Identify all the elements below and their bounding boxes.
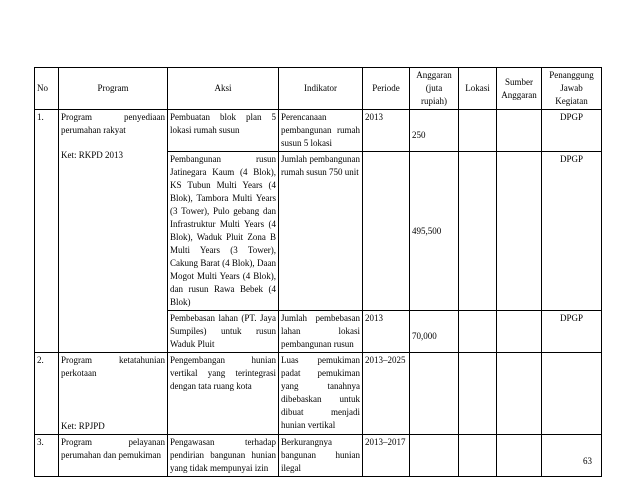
row2-program-ket: Ket: RPJPD	[61, 421, 105, 431]
row2-aksi: Pengembangan hunian vertikal yang terintegrasi dengan tata ruang kota	[168, 353, 279, 435]
header-anggaran-line2: (juta	[425, 83, 443, 93]
row1-action1-anggaran: 250	[410, 110, 459, 152]
header-penanggung-jawab	[542, 68, 602, 110]
row1-action1-penanggung: DPGP	[542, 110, 602, 152]
row1-action3-penanggung: DPGP	[542, 311, 602, 353]
header-penanggung-line1: Penanggung	[549, 70, 594, 80]
row1-action3-periode: 2013	[363, 311, 410, 353]
row1-action2-indikator: Jumlah pembangunan rumah susun 750 unit	[279, 152, 363, 311]
header-sumber-anggaran	[497, 68, 542, 110]
row2-periode: 2013–2025	[363, 353, 410, 435]
header-penanggung-line3: Kegiatan	[555, 96, 588, 106]
row1-action2-sumber	[497, 152, 542, 311]
row2-penanggung	[542, 353, 602, 435]
row2-program	[59, 353, 168, 435]
row1-action2-penanggung: DPGP	[542, 152, 602, 311]
row1-action2-lokasi	[459, 152, 497, 311]
row1-action1-indikator: Perencanaan pembangunan rumah susun 5 lokasi	[279, 110, 363, 152]
header-sumber-line2: Anggaran	[501, 89, 537, 100]
row1-action1-sumber	[497, 110, 542, 152]
row1-program	[59, 110, 168, 353]
row1-action3-sumber	[497, 311, 542, 353]
row1-no: 1.	[35, 110, 59, 353]
row3-aksi: Pengawasan terhadap pendirian bangunan hunian yang tidak mempunyai izin	[168, 435, 279, 477]
row1-action1-aksi: Pembuatan blok plan 5 lokasi rumah susun	[168, 110, 279, 152]
header-anggaran	[410, 68, 459, 110]
row1-action1-periode: 2013	[363, 110, 410, 152]
row3-anggaran	[410, 435, 459, 477]
row1-action3-anggaran: 70,000	[410, 311, 459, 353]
row2-indikator: Luas pemukiman padat pemukiman yang tanahnya dibebaskan untuk dibuat menjadi hunian vertikal	[279, 353, 363, 435]
row2-anggaran	[410, 353, 459, 435]
row1-action3-aksi: Pembebasan lahan (PT. Jaya Sumpiles) untuk rusun Waduk Pluit	[168, 311, 279, 353]
header-anggaran-line3: rupiah)	[421, 96, 447, 106]
header-penanggung-line2: Jawab	[560, 83, 583, 93]
row3-program: Program pelayanan perumahan dan pemukiman	[59, 435, 168, 477]
row2-sumber	[497, 353, 542, 435]
program-table	[34, 67, 602, 477]
header-no: No	[35, 68, 59, 110]
row2-program-name: Program ketatahunian perkotaan	[61, 355, 165, 378]
header-indikator: Indikator	[279, 68, 363, 110]
table-row	[35, 353, 602, 435]
row1-action2-periode	[363, 152, 410, 311]
row3-sumber	[497, 435, 542, 477]
row1-program-ket: Ket: RKPD 2013	[61, 150, 124, 160]
row3-lokasi	[459, 435, 497, 477]
row1-action2-anggaran: 495,500	[410, 152, 459, 311]
row3-no: 3.	[35, 435, 59, 477]
header-periode: Periode	[363, 68, 410, 110]
row1-action3-lokasi	[459, 311, 497, 353]
page-number: 63	[583, 456, 592, 466]
table-row	[35, 435, 602, 477]
table-row	[35, 110, 602, 152]
row2-no: 2.	[35, 353, 59, 435]
row1-action1-lokasi	[459, 110, 497, 152]
row2-lokasi	[459, 353, 497, 435]
header-anggaran-line1: Anggaran	[416, 70, 452, 80]
header-lokasi: Lokasi	[459, 68, 497, 110]
table-header-row	[35, 68, 602, 110]
header-program: Program	[59, 68, 168, 110]
row1-action2-aksi: Pembangunan rusun Jatinegara Kaum (4 Blok), KS Tubun Multi Years (4 Blok), Tambora Multi Years (3 Tower), Pulo gebang dan Infrastruktur Multi Years (4 Blok), Waduk Pluit Zona B Multi Years (3 Tower), Cakung Barat (4 Blok), Daan Mogot Multi Years (4 Blok), dan rusun Rawa Bebek (4 Blok)	[168, 152, 279, 311]
header-aksi: Aksi	[168, 68, 279, 110]
row3-penanggung	[542, 435, 602, 477]
row3-indikator: Berkurangnya bangunan hunian ilegal	[279, 435, 363, 477]
header-sumber-line1: Sumber	[505, 76, 533, 87]
row3-periode: 2013–2017	[363, 435, 410, 477]
row1-action3-indikator: Jumlah pembebasan lahan lokasi pembangunan rusun	[279, 311, 363, 353]
row1-program-name: Program penyediaan perumahan rakyat	[61, 112, 165, 135]
